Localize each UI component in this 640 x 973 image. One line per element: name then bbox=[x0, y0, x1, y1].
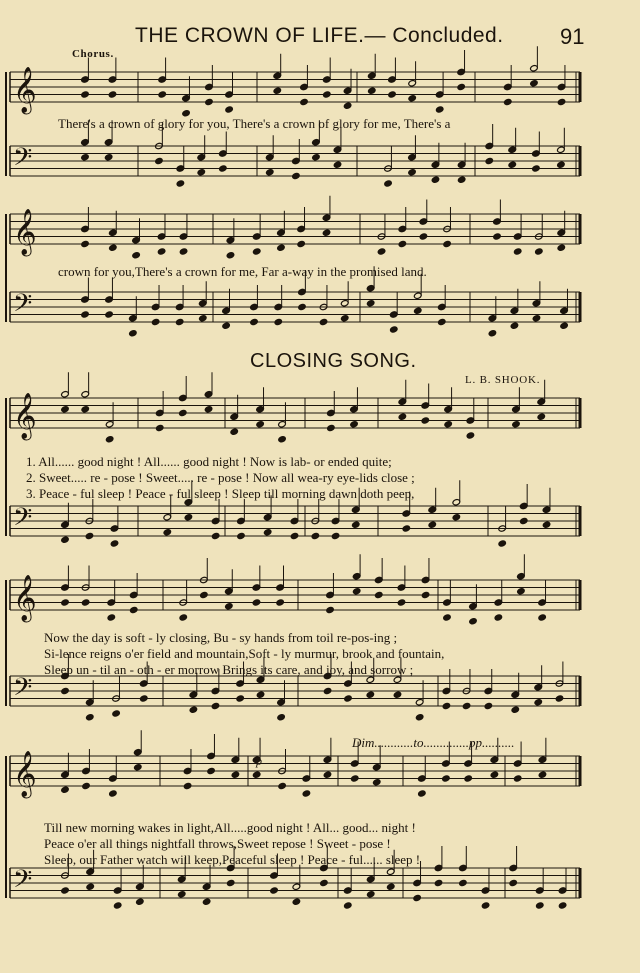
note-head bbox=[109, 244, 118, 251]
note-head bbox=[277, 244, 286, 251]
note-head bbox=[184, 514, 193, 521]
note-head bbox=[61, 536, 70, 543]
note-head bbox=[163, 529, 172, 536]
note-head bbox=[219, 165, 228, 172]
note-head bbox=[509, 879, 518, 886]
song-title: CLOSING SONG. bbox=[250, 350, 417, 372]
note-head bbox=[490, 771, 499, 778]
note-head bbox=[302, 790, 311, 797]
note-head bbox=[512, 421, 521, 428]
note-head bbox=[530, 80, 539, 87]
note-head bbox=[494, 614, 503, 621]
crown-lyric-line-2: crown for you,There's a crown for me, Far a-way in the promised land. bbox=[58, 264, 427, 279]
note-head bbox=[557, 244, 566, 251]
note-head bbox=[352, 521, 361, 528]
note-head bbox=[292, 172, 301, 179]
note-head bbox=[372, 779, 381, 786]
treble-clef-icon: 𝄞 bbox=[13, 575, 37, 621]
note-head bbox=[485, 157, 494, 164]
note-head bbox=[428, 521, 437, 528]
note-head bbox=[155, 424, 164, 431]
note-head bbox=[205, 98, 214, 105]
to-dots: .............. bbox=[423, 735, 470, 750]
composer-credit: L. B. SHOOK. bbox=[465, 374, 541, 386]
page-header-title: THE CROWN OF LIFE.— Concluded. bbox=[135, 24, 504, 47]
note-head bbox=[211, 702, 220, 709]
dynamics-marking bbox=[352, 735, 515, 751]
note-head bbox=[183, 782, 192, 789]
note-head bbox=[542, 521, 551, 528]
note-head bbox=[129, 606, 138, 613]
note-head bbox=[418, 790, 427, 797]
verse-line-s2-3: Sleep un - til an - oth - er morrow Brings its care, and joy, and sorrow ; bbox=[44, 662, 414, 677]
note-head bbox=[319, 318, 328, 325]
note-head bbox=[444, 421, 453, 428]
note-head bbox=[129, 330, 138, 337]
note-head bbox=[250, 318, 259, 325]
note-head bbox=[179, 409, 188, 416]
note-head bbox=[374, 591, 383, 598]
note-head bbox=[107, 614, 116, 621]
note-head bbox=[434, 879, 443, 886]
note-head bbox=[273, 87, 282, 94]
note-head bbox=[493, 233, 502, 240]
note-head bbox=[230, 428, 239, 435]
note-head bbox=[368, 87, 377, 94]
note-head bbox=[397, 599, 406, 606]
note-head bbox=[457, 83, 466, 90]
note-head bbox=[438, 318, 447, 325]
note-head bbox=[177, 891, 186, 898]
note-head bbox=[226, 879, 235, 886]
note-head bbox=[414, 307, 423, 314]
bass-clef-icon: 𝄢 bbox=[13, 673, 33, 708]
note-head bbox=[344, 902, 353, 909]
note-head bbox=[386, 883, 395, 890]
treble-clef-icon: 𝄞 bbox=[13, 209, 37, 255]
treble-clef-icon: 𝄞 bbox=[13, 67, 37, 113]
note-head bbox=[402, 525, 411, 532]
note-head bbox=[535, 902, 544, 909]
note-head bbox=[157, 248, 166, 255]
note-head bbox=[252, 248, 261, 255]
note-head bbox=[538, 614, 547, 621]
note-head bbox=[535, 248, 544, 255]
note-head bbox=[202, 898, 211, 905]
note-head bbox=[86, 714, 95, 721]
note-head bbox=[276, 599, 285, 606]
note-head bbox=[537, 413, 546, 420]
note-head bbox=[452, 514, 461, 521]
verse-line-s1-3: 3. Peace - ful sleep ! Peace - ful sleep ! Sleep till morning dawn doth peep, bbox=[26, 486, 415, 501]
note-head bbox=[231, 771, 240, 778]
note-head bbox=[82, 782, 91, 789]
note-head bbox=[300, 98, 309, 105]
verse-line-s1-1: 1. All...... good night ! All...... good night ! Now is lab- or ended quite; bbox=[26, 454, 392, 469]
crown-lyric-line-1: There's a crown of glory for you, There's a crown of glory for me, There's a bbox=[58, 116, 451, 131]
note-head bbox=[484, 702, 493, 709]
note-head bbox=[105, 436, 114, 443]
note-head bbox=[61, 406, 70, 413]
note-head bbox=[331, 532, 340, 539]
note-head bbox=[278, 436, 287, 443]
note-head bbox=[237, 532, 246, 539]
note-head bbox=[464, 775, 473, 782]
note-head bbox=[236, 695, 245, 702]
note-head bbox=[415, 714, 424, 721]
note-head bbox=[140, 695, 149, 702]
note-head bbox=[204, 406, 213, 413]
note-head bbox=[398, 240, 407, 247]
note-head bbox=[134, 764, 143, 771]
note-head bbox=[290, 532, 299, 539]
note-head bbox=[327, 424, 336, 431]
note-head bbox=[292, 898, 301, 905]
to-marking: to bbox=[413, 735, 424, 750]
note-head bbox=[105, 311, 114, 318]
note-head bbox=[481, 902, 490, 909]
note-head bbox=[312, 154, 321, 161]
note-head bbox=[274, 318, 283, 325]
note-head bbox=[199, 315, 208, 322]
note-head bbox=[555, 695, 564, 702]
note-head bbox=[132, 252, 141, 259]
note-head bbox=[326, 606, 335, 613]
note-head bbox=[226, 252, 235, 259]
note-head bbox=[421, 417, 430, 424]
note-head bbox=[344, 695, 353, 702]
note-head bbox=[343, 102, 352, 109]
note-head bbox=[323, 687, 332, 694]
dim-dots: ............ bbox=[374, 735, 414, 750]
note-head bbox=[323, 771, 332, 778]
note-head bbox=[390, 326, 399, 333]
verse-line-s3-3: Sleep, our Father watch will keep,Peaceful sleep ! Peace - ful...... sleep ! bbox=[44, 852, 421, 867]
note-head bbox=[61, 599, 70, 606]
note-head bbox=[498, 540, 507, 547]
bass-clef-icon: 𝄢 bbox=[13, 143, 33, 178]
note-head bbox=[366, 891, 375, 898]
note-head bbox=[211, 532, 220, 539]
note-head bbox=[517, 588, 526, 595]
note-head bbox=[256, 421, 265, 428]
note-head bbox=[442, 775, 451, 782]
note-head bbox=[340, 315, 349, 322]
piano-marking: p bbox=[256, 754, 262, 768]
note-head bbox=[532, 165, 541, 172]
note-head bbox=[81, 406, 90, 413]
note-head bbox=[532, 315, 541, 322]
note-head bbox=[513, 775, 522, 782]
pp-dots: .......... bbox=[482, 735, 515, 750]
note-head bbox=[350, 775, 359, 782]
note-head bbox=[200, 591, 209, 598]
note-head bbox=[388, 91, 397, 98]
note-head bbox=[333, 161, 342, 168]
note-head bbox=[443, 240, 452, 247]
page-number: 91 bbox=[560, 24, 585, 49]
note-head bbox=[109, 790, 118, 797]
note-head bbox=[431, 176, 440, 183]
note-head bbox=[86, 883, 95, 890]
note-head bbox=[511, 706, 520, 713]
note-head bbox=[61, 687, 70, 694]
pp-marking: pp bbox=[469, 735, 483, 750]
note-head bbox=[519, 517, 528, 524]
note-head bbox=[179, 248, 188, 255]
note-head bbox=[104, 154, 113, 161]
note-head bbox=[469, 618, 478, 625]
note-head bbox=[81, 154, 90, 161]
note-head bbox=[81, 599, 90, 606]
note-head bbox=[534, 699, 543, 706]
note-head bbox=[560, 322, 569, 329]
note-head bbox=[176, 180, 185, 187]
note-head bbox=[110, 540, 119, 547]
note-head bbox=[222, 322, 231, 329]
note-head bbox=[398, 413, 407, 420]
note-head bbox=[266, 169, 275, 176]
note-head bbox=[350, 421, 359, 428]
chorus-label: Chorus. bbox=[72, 48, 114, 60]
note-head bbox=[557, 98, 566, 105]
note-head bbox=[108, 91, 117, 98]
note-head bbox=[557, 161, 566, 168]
note-head bbox=[413, 894, 422, 901]
bass-clef-icon: 𝄢 bbox=[13, 503, 33, 538]
note-head bbox=[155, 157, 164, 164]
note-head bbox=[197, 169, 206, 176]
note-head bbox=[112, 710, 121, 717]
verse-line-s3-2: Peace o'er all things nightfall throws,Sweet repose ! Sweet - pose ! bbox=[44, 836, 391, 851]
note-head bbox=[85, 532, 94, 539]
note-head bbox=[419, 233, 428, 240]
note-head bbox=[352, 588, 361, 595]
note-head bbox=[457, 176, 466, 183]
treble-clef-icon: 𝄞 bbox=[13, 393, 37, 439]
note-head bbox=[510, 322, 519, 329]
note-head bbox=[278, 782, 287, 789]
verse-line-s3-1: Till new morning wakes in light,All.....good night ! All... good... night ! bbox=[44, 820, 416, 835]
note-head bbox=[136, 898, 145, 905]
note-head bbox=[263, 529, 272, 536]
note-head bbox=[311, 532, 320, 539]
note-head bbox=[81, 240, 90, 247]
note-head bbox=[408, 95, 417, 102]
note-head bbox=[179, 614, 188, 621]
note-head bbox=[384, 180, 393, 187]
note-head bbox=[504, 98, 513, 105]
note-head bbox=[61, 786, 70, 793]
note-head bbox=[513, 248, 522, 255]
treble-clef-icon: 𝄞 bbox=[13, 751, 37, 797]
note-head bbox=[225, 603, 234, 610]
note-head bbox=[538, 771, 547, 778]
note-head bbox=[81, 91, 90, 98]
note-head bbox=[508, 161, 517, 168]
bass-clef-icon: 𝄢 bbox=[13, 865, 33, 900]
note-head bbox=[442, 702, 451, 709]
note-head bbox=[466, 432, 475, 439]
dim-marking: Dim bbox=[352, 735, 375, 750]
note-head bbox=[225, 106, 234, 113]
note-head bbox=[151, 318, 160, 325]
note-head bbox=[175, 318, 184, 325]
note-head bbox=[277, 714, 286, 721]
note-head bbox=[113, 902, 122, 909]
note-head bbox=[61, 887, 70, 894]
note-head bbox=[252, 599, 261, 606]
verse-line-s1-2: 2. Sweet..... re - pose ! Sweet..... re - pose ! Now all wea-ry eye-lids close ; bbox=[26, 470, 415, 485]
note-head bbox=[462, 702, 471, 709]
note-head bbox=[488, 330, 497, 337]
note-head bbox=[270, 887, 279, 894]
note-head bbox=[459, 879, 468, 886]
note-head bbox=[297, 240, 306, 247]
note-head bbox=[421, 591, 430, 598]
note-head bbox=[408, 169, 417, 176]
note-head bbox=[207, 767, 216, 774]
note-head bbox=[377, 248, 386, 255]
note-head bbox=[366, 300, 375, 307]
note-head bbox=[435, 106, 444, 113]
note-head bbox=[256, 691, 265, 698]
bass-clef-icon: 𝄢 bbox=[13, 289, 33, 324]
verse-line-s2-1: Now the day is soft - ly closing, Bu - sy hands from toil re-pos-ing ; bbox=[44, 630, 398, 645]
note-head bbox=[320, 879, 329, 886]
note-head bbox=[558, 902, 567, 909]
note-head bbox=[81, 311, 90, 318]
note-head bbox=[298, 303, 307, 310]
note-head bbox=[323, 91, 332, 98]
note-head bbox=[366, 691, 375, 698]
note-head bbox=[252, 771, 261, 778]
note-head bbox=[393, 691, 402, 698]
note-head bbox=[158, 91, 167, 98]
note-head bbox=[189, 706, 198, 713]
note-head bbox=[322, 229, 331, 236]
verse-line-s2-2: Si-lence reigns o'er field and mountain,Soft - ly murmur, brook and fountain, bbox=[44, 646, 445, 661]
note-head bbox=[443, 614, 452, 621]
